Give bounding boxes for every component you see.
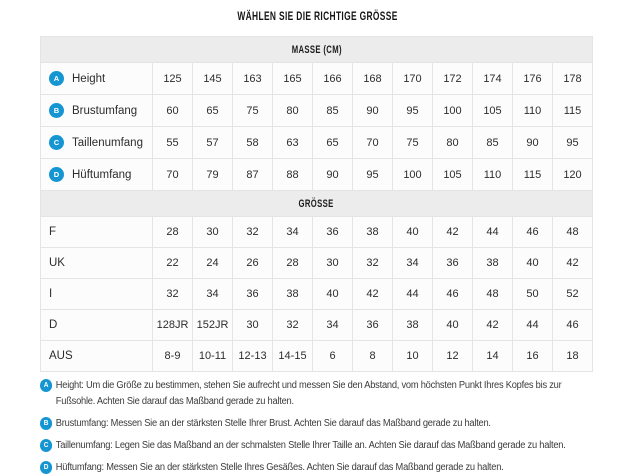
value-cell: 6 [313, 341, 352, 371]
letter-badge: B [49, 103, 64, 118]
value-cell: 36 [353, 310, 392, 340]
value-cell: 18 [553, 341, 592, 371]
value-cell: 90 [353, 95, 392, 126]
measurement-label-cell [41, 127, 152, 158]
measurement-label-cell [41, 95, 152, 126]
value-cell: 42 [473, 310, 512, 340]
value-cell: 34 [273, 217, 312, 247]
size-row [41, 279, 592, 309]
value-cell: 32 [273, 310, 312, 340]
value-cell: 46 [553, 310, 592, 340]
value-cell: 79 [193, 159, 232, 190]
letter-badge: A [49, 71, 64, 86]
value-cell: 57 [193, 127, 232, 158]
value-cell: 63 [273, 127, 312, 158]
value-cell: 30 [313, 248, 352, 278]
size-label-cell [41, 248, 152, 278]
value-cell: 34 [193, 279, 232, 309]
value-cell: 32 [153, 279, 192, 309]
measurement-label-cell [41, 159, 152, 190]
letter-badge: D [49, 167, 64, 182]
row-label: Taillenumfang [72, 136, 143, 149]
row-label: F [49, 226, 57, 238]
value-cell: 42 [553, 248, 592, 278]
value-cell: 95 [553, 127, 592, 158]
value-cell: 152JR [193, 310, 232, 340]
section-header-sizes-text: GRÖSSE [298, 197, 335, 210]
value-cell: 120 [553, 159, 592, 190]
value-cell: 40 [513, 248, 552, 278]
value-cell: 38 [393, 310, 432, 340]
value-cell: 46 [433, 279, 472, 309]
row-label: UK [49, 257, 65, 269]
value-cell: 42 [353, 279, 392, 309]
value-cell: 42 [433, 217, 472, 247]
value-cell: 145 [193, 63, 232, 94]
value-cell: 44 [393, 279, 432, 309]
value-cell: 52 [553, 279, 592, 309]
value-cell: 88 [273, 159, 312, 190]
value-cell: 58 [233, 127, 272, 158]
note-item [40, 460, 598, 476]
value-cell: 34 [313, 310, 352, 340]
size-row [41, 248, 592, 278]
row-label: Brustumfang [72, 104, 138, 117]
size-label-cell [41, 341, 152, 371]
value-cell: 110 [473, 159, 512, 190]
value-cell: 170 [393, 63, 432, 94]
letter-badge: C [40, 439, 52, 452]
value-cell: 38 [353, 217, 392, 247]
value-cell: 34 [393, 248, 432, 278]
measurement-row [41, 159, 592, 190]
value-cell: 176 [513, 63, 552, 94]
note-item [40, 378, 598, 410]
value-cell: 14 [473, 341, 512, 371]
note-text: Height: Um die Größe zu bestimmen, stehen Sie aufrecht und messen Sie den Abstand, vom höchsten Punkt Ihres Kopfes bis zur Fußsohle. Achten Sie darauf das Maßband gerade zu halten. [55, 380, 562, 407]
value-cell: 168 [353, 63, 392, 94]
value-cell: 95 [353, 159, 392, 190]
value-cell: 55 [153, 127, 192, 158]
value-cell: 85 [473, 127, 512, 158]
value-cell: 16 [513, 341, 552, 371]
value-cell: 40 [433, 310, 472, 340]
page-title-text: WÄHLEN SIE DIE RICHTIGE GRÖSSE [237, 9, 398, 23]
note-item [40, 416, 598, 432]
value-cell: 100 [393, 159, 432, 190]
value-cell: 75 [393, 127, 432, 158]
value-cell: 115 [513, 159, 552, 190]
value-cell: 163 [233, 63, 272, 94]
value-cell: 65 [313, 127, 352, 158]
value-cell: 30 [233, 310, 272, 340]
value-cell: 22 [153, 248, 192, 278]
value-cell: 38 [473, 248, 512, 278]
value-cell: 8 [353, 341, 392, 371]
note-text: Brustumfang: Messen Sie an der stärksten Stelle Ihrer Brust. Achten Sie darauf das Maßband gerade zu halten. [55, 418, 491, 429]
value-cell: 128JR [153, 310, 192, 340]
value-cell: 36 [233, 279, 272, 309]
value-cell: 48 [553, 217, 592, 247]
value-cell: 32 [353, 248, 392, 278]
page-title [0, 0, 635, 23]
letter-badge: C [49, 135, 64, 150]
value-cell: 10-11 [193, 341, 232, 371]
value-cell: 100 [433, 95, 472, 126]
value-cell: 50 [513, 279, 552, 309]
size-row [41, 341, 592, 371]
measurement-row [41, 127, 592, 158]
value-cell: 32 [233, 217, 272, 247]
value-cell: 110 [513, 95, 552, 126]
section-header-measurements-text: MASSE (CM) [291, 43, 342, 56]
size-label-cell [41, 310, 152, 340]
value-cell: 12 [433, 341, 472, 371]
value-cell: 48 [473, 279, 512, 309]
row-label: Height [72, 72, 106, 85]
value-cell: 14-15 [273, 341, 312, 371]
value-cell: 60 [153, 95, 192, 126]
size-table [40, 36, 593, 372]
value-cell: 105 [433, 159, 472, 190]
value-cell: 10 [393, 341, 432, 371]
value-cell: 125 [153, 63, 192, 94]
value-cell: 28 [273, 248, 312, 278]
value-cell: 28 [153, 217, 192, 247]
note-text: Hüftumfang: Messen Sie an der stärksten Stelle Ihres Gesäßes. Achten Sie darauf das Maßband gerade zu halten. [55, 462, 504, 473]
measurement-row [41, 63, 592, 94]
value-cell: 36 [313, 217, 352, 247]
value-cell: 178 [553, 63, 592, 94]
value-cell: 80 [433, 127, 472, 158]
size-row [41, 310, 592, 340]
value-cell: 36 [433, 248, 472, 278]
value-cell: 166 [313, 63, 352, 94]
value-cell: 12-13 [233, 341, 272, 371]
value-cell: 90 [313, 159, 352, 190]
row-label: D [49, 319, 58, 331]
value-cell: 24 [193, 248, 232, 278]
value-cell: 172 [433, 63, 472, 94]
value-cell: 44 [473, 217, 512, 247]
value-cell: 165 [273, 63, 312, 94]
value-cell: 46 [513, 217, 552, 247]
measurement-label-cell [41, 63, 152, 94]
measurement-notes [40, 378, 598, 476]
value-cell: 40 [393, 217, 432, 247]
value-cell: 8-9 [153, 341, 192, 371]
letter-badge: D [40, 461, 52, 474]
value-cell: 70 [153, 159, 192, 190]
size-label-cell [41, 279, 152, 309]
value-cell: 38 [273, 279, 312, 309]
size-label-cell [41, 217, 152, 247]
section-header-measurements [41, 37, 592, 62]
value-cell: 30 [193, 217, 232, 247]
value-cell: 75 [233, 95, 272, 126]
value-cell: 174 [473, 63, 512, 94]
value-cell: 115 [553, 95, 592, 126]
value-cell: 87 [233, 159, 272, 190]
value-cell: 85 [313, 95, 352, 126]
letter-badge: B [40, 417, 52, 430]
note-text: Taillenumfang: Legen Sie das Maßband an der schmalsten Stelle Ihrer Taille an. Achten Sie darauf das Maßband gerade zu halten. [55, 440, 566, 451]
note-item [40, 438, 598, 454]
row-label: I [49, 288, 53, 300]
value-cell: 26 [233, 248, 272, 278]
value-cell: 105 [473, 95, 512, 126]
size-row [41, 217, 592, 247]
value-cell: 65 [193, 95, 232, 126]
row-label: Hüftumfang [72, 168, 132, 181]
value-cell: 40 [313, 279, 352, 309]
section-header-sizes [41, 191, 592, 216]
row-label: AUS [49, 350, 73, 362]
value-cell: 90 [513, 127, 552, 158]
value-cell: 95 [393, 95, 432, 126]
value-cell: 70 [353, 127, 392, 158]
value-cell: 80 [273, 95, 312, 126]
letter-badge: A [40, 379, 52, 392]
measurement-row [41, 95, 592, 126]
value-cell: 44 [513, 310, 552, 340]
size-rows [41, 217, 592, 371]
measurement-rows [41, 63, 592, 190]
